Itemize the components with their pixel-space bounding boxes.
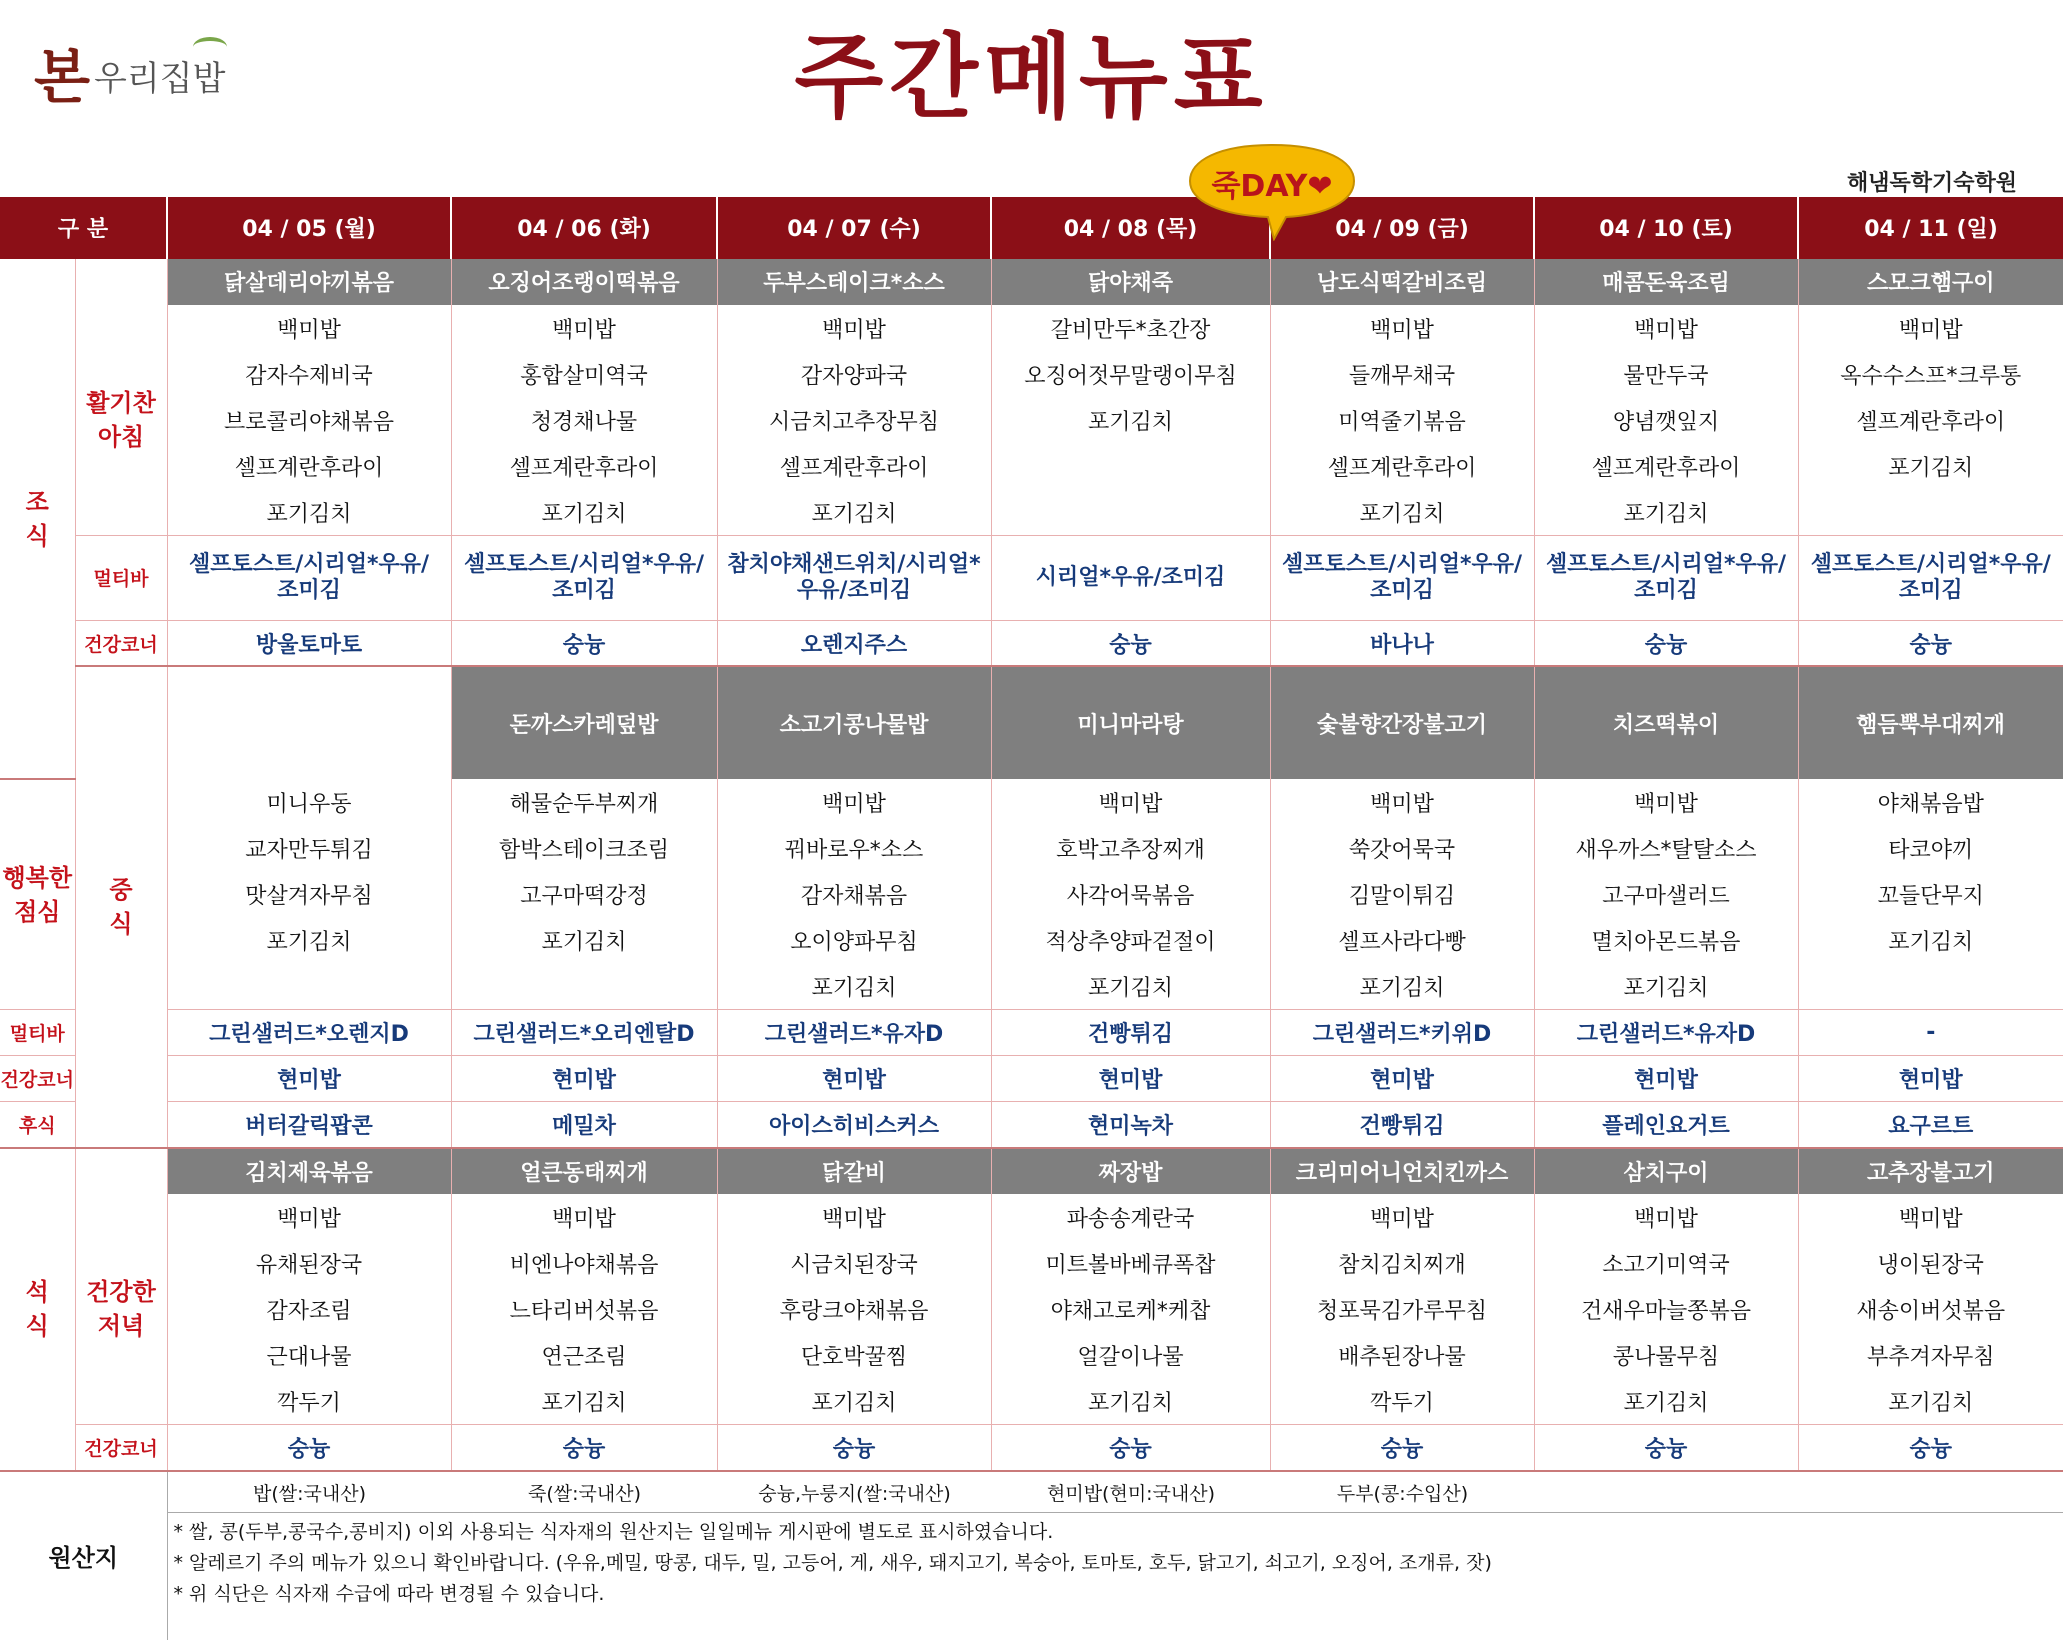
menu-item: 포기김치 — [1270, 489, 1534, 535]
dinner-item-row — [0, 1332, 2063, 1378]
menu-item — [1798, 964, 2063, 1010]
menu-item: 포기김치 — [991, 964, 1270, 1010]
multi-bar-item — [167, 535, 451, 620]
menu-item: 파송송계란국 — [991, 1194, 1270, 1240]
menu-item: 콩나물무침 — [1534, 1332, 1798, 1378]
menu-item: 고구마샐러드 — [1534, 871, 1798, 917]
menu-item — [1798, 489, 2063, 535]
menu-item: 백미밥 — [717, 305, 991, 351]
section-label-dinner — [0, 1148, 75, 1471]
health-item: 현미밥 — [1270, 1056, 1534, 1102]
menu-item: 깍두기 — [1270, 1378, 1534, 1424]
multi-bar-item — [1534, 535, 1798, 620]
blank-cell — [75, 1148, 167, 1194]
lunch-item-row — [0, 825, 2063, 871]
main-dish: 햄듬뿍부대찌개 — [1798, 666, 2063, 779]
menu-item: 감자양파국 — [717, 351, 991, 397]
meal-label-line: 점심 — [14, 897, 61, 926]
main-dish: 미니마라탕 — [991, 666, 1270, 779]
menu-item: 오징어젓무말랭이무침 — [991, 351, 1270, 397]
meal-label-line: 활기찬 — [86, 388, 156, 417]
menu-item: 시금치고추장무침 — [717, 397, 991, 443]
menu-item: 백미밥 — [1534, 1194, 1798, 1240]
health-item: 숭늉 — [1534, 1425, 1798, 1471]
menu-item: 감자수제비국 — [167, 351, 451, 397]
meal-label-dinner — [75, 1194, 167, 1424]
snack-item: 아이스히비스커스 — [717, 1102, 991, 1148]
multi-bar-line: 우유/조미김 — [796, 577, 912, 603]
menu-item: 포기김치 — [717, 964, 991, 1010]
menu-item: 백미밥 — [1798, 305, 2063, 351]
menu-item: 셀프사라다빵 — [1270, 918, 1534, 964]
menu-item: 부추겨자무침 — [1798, 1332, 2063, 1378]
menu-item: 시금치된장국 — [717, 1240, 991, 1286]
menu-item: 포기김치 — [1798, 443, 2063, 489]
multi-bar-line: 참치야채샌드위치/시리얼* — [727, 551, 981, 577]
health-item: 방울토마토 — [167, 620, 451, 666]
main-dish: 소고기콩나물밥 — [717, 666, 991, 779]
menu-item: 고구마떡강정 — [451, 871, 717, 917]
menu-item: 감자채볶음 — [717, 871, 991, 917]
menu-item: 백미밥 — [1534, 779, 1798, 825]
menu-item: 백미밥 — [1270, 1194, 1534, 1240]
snack-item: 건빵튀김 — [1270, 1102, 1534, 1148]
menu-item: 함박스테이크조림 — [451, 825, 717, 871]
multi-bar-line: 셀프토스트/시리얼*우유/ — [1545, 551, 1787, 577]
menu-item: 청포묵김가루무침 — [1270, 1286, 1534, 1332]
menu-item: 포기김치 — [991, 1378, 1270, 1424]
breakfast-item-row — [0, 489, 2063, 535]
section-label-char: 조 — [25, 487, 49, 516]
health-item: 현미밥 — [1798, 1056, 2063, 1102]
origin-label: 원산지 — [0, 1471, 167, 1640]
menu-item: 단호박꿀찜 — [717, 1332, 991, 1378]
menu-item: 타코야끼 — [1798, 825, 2063, 871]
origin-note: * 쌀, 콩(두부,콩국수,콩비지) 이외 사용되는 식자재의 원산지는 일일메뉴 게시판에 별도로 표시하였습니다. — [173, 1521, 1054, 1544]
main-dish: 남도식떡갈비조림 — [1270, 259, 1534, 305]
menu-item: 유채된장국 — [167, 1240, 451, 1286]
snack-item: 현미녹차 — [991, 1102, 1270, 1148]
section-label-char: 식 — [25, 1312, 49, 1341]
menu-item: 야채볶음밥 — [1798, 779, 2063, 825]
main-dish: 치즈떡볶이 — [1534, 666, 1798, 779]
menu-item: 백미밥 — [1270, 305, 1534, 351]
menu-item: 포기김치 — [451, 1378, 717, 1424]
weekly-menu-table — [0, 197, 2063, 1640]
menu-item: 갈비만두*초간장 — [991, 305, 1270, 351]
origin-list — [168, 1479, 2063, 1506]
menu-item: 새송이버섯볶음 — [1798, 1286, 2063, 1332]
health-corner-label: 건강코너 — [0, 1056, 75, 1102]
meal-label-line: 건강한 — [86, 1278, 156, 1307]
origin-note: * 알레르기 주의 메뉴가 있으니 확인바랍니다. (우유,메밀, 땅콩, 대두, 밀, 고등어, 게, 새우, 돼지고기, 복숭아, 토마토, 호두, 닭고기, 쇠고기, 오징어, 조개류, 잣) — [173, 1552, 1492, 1575]
menu-item — [451, 964, 717, 1010]
dinner-main-row — [0, 1148, 2063, 1194]
lunch-item-row — [0, 779, 2063, 825]
multi-bar-item — [717, 535, 991, 620]
menu-item: 홍합살미역국 — [451, 351, 717, 397]
multi-bar-item: 건빵튀김 — [991, 1010, 1270, 1056]
menu-item: 쑥갓어묵국 — [1270, 825, 1534, 871]
breakfast-health-row — [0, 620, 2063, 666]
menu-item: 셀프계란후라이 — [1270, 443, 1534, 489]
menu-item: 포기김치 — [451, 489, 717, 535]
section-label-lunch — [75, 666, 167, 1148]
menu-item: 백미밥 — [451, 305, 717, 351]
multi-bar-line: 셀프토스트/시리얼*우유/ — [188, 551, 430, 577]
menu-item: 백미밥 — [1534, 305, 1798, 351]
origin-notes-row — [0, 1513, 2063, 1640]
brand-name: 우리집밥 — [94, 59, 226, 99]
health-corner-label: 건강코너 — [75, 620, 167, 666]
multi-bar-item: 그린샐러드*오렌지D — [167, 1010, 451, 1056]
multi-bar-item — [451, 535, 717, 620]
breakfast-item-row — [0, 443, 2063, 489]
origin-item: 밥(쌀:국내산) — [253, 1482, 367, 1505]
header-date: 04 / 09 (금) — [1270, 197, 1534, 259]
origin-item: 현미밥(현미:국내산) — [1046, 1482, 1216, 1505]
lunch-item-row — [0, 918, 2063, 964]
menu-item: 포기김치 — [1270, 964, 1534, 1010]
multi-bar-line: 조미김 — [552, 577, 616, 603]
dinner-health-row — [0, 1425, 2063, 1471]
brand-logo-mark: 본 — [34, 43, 91, 111]
menu-item: 포기김치 — [1534, 1378, 1798, 1424]
menu-item: 들깨무채국 — [1270, 351, 1534, 397]
origin-item: 숭늉,누룽지(쌀:국내산) — [758, 1482, 951, 1505]
health-item: 숭늉 — [451, 620, 717, 666]
multi-bar-line: 시리얼*우유/조미김 — [1035, 564, 1226, 590]
menu-item: 비엔나야채볶음 — [451, 1240, 717, 1286]
header-date: 04 / 05 (월) — [167, 197, 451, 259]
section-label-char: 식 — [109, 910, 133, 939]
menu-item: 참치김치찌개 — [1270, 1240, 1534, 1286]
multi-bar-line: 조미김 — [277, 577, 341, 603]
multi-bar-line: 셀프토스트/시리얼*우유/ — [1810, 551, 2051, 577]
menu-item: 포기김치 — [717, 1378, 991, 1424]
multi-bar-line: 조미김 — [1370, 577, 1434, 603]
multi-bar-item: 그린샐러드*키위D — [1270, 1010, 1534, 1056]
multi-bar-item — [991, 535, 1270, 620]
juk-day-badge — [1186, 141, 1358, 223]
main-dish: 얼큰동태찌개 — [451, 1148, 717, 1194]
menu-item: 포기김치 — [1534, 964, 1798, 1010]
menu-item: 포기김치 — [1798, 1378, 2063, 1424]
health-item: 숭늉 — [991, 620, 1270, 666]
main-dish: 크리미어니언치킨까스 — [1270, 1148, 1534, 1194]
origin-item: 죽(쌀:국내산) — [528, 1482, 642, 1505]
snack-item: 플레인요거트 — [1534, 1102, 1798, 1148]
health-item: 현미밥 — [991, 1056, 1270, 1102]
menu-item: 브로콜리야채볶음 — [167, 397, 451, 443]
main-dish: 닭갈비 — [717, 1148, 991, 1194]
lunch-multi-row — [0, 1010, 2063, 1056]
meal-label-line: 아침 — [97, 422, 145, 451]
main-dish: 매콤돈육조림 — [1534, 259, 1798, 305]
menu-item: 적상추양파겉절이 — [991, 918, 1270, 964]
breakfast-item-row — [0, 397, 2063, 443]
main-dish: 김치제육볶음 — [167, 1148, 451, 1194]
menu-item: 느타리버섯볶음 — [451, 1286, 717, 1332]
lunch-main-row — [0, 666, 2063, 779]
menu-item: 오이양파무침 — [717, 918, 991, 964]
dinner-item-row — [0, 1378, 2063, 1424]
multi-bar-item — [1270, 535, 1534, 620]
menu-item: 셀프계란후라이 — [167, 443, 451, 489]
health-item: 숭늉 — [1270, 1425, 1534, 1471]
snack-item: 버터갈릭팝콘 — [167, 1102, 451, 1148]
health-item: 숭늉 — [1534, 620, 1798, 666]
menu-item: 미니우동 — [167, 779, 451, 825]
health-item: 숭늉 — [717, 1425, 991, 1471]
menu-item: 깍두기 — [167, 1378, 451, 1424]
health-item: 바나나 — [1270, 620, 1534, 666]
lunch-item-row — [0, 964, 2063, 1010]
multi-bar-line: 조미김 — [1634, 577, 1698, 603]
header-category: 구 분 — [0, 197, 167, 259]
multi-bar-line: 셀프토스트/시리얼*우유/ — [1281, 551, 1523, 577]
menu-item: 꿔바로우*소스 — [717, 825, 991, 871]
menu-item: 백미밥 — [451, 1194, 717, 1240]
menu-item — [167, 964, 451, 1010]
health-item: 오렌지주스 — [717, 620, 991, 666]
menu-item: 교자만두튀김 — [167, 825, 451, 871]
multi-bar-item: 그린샐러드*유자D — [717, 1010, 991, 1056]
badge-text: 죽DAY❤ — [1211, 169, 1333, 204]
multi-bar-label: 멀티바 — [0, 1010, 75, 1056]
main-dish: 숯불향간장불고기 — [1270, 666, 1534, 779]
menu-item: 해물순두부찌개 — [451, 779, 717, 825]
blank-cell — [167, 666, 451, 779]
header-date: 04 / 08 (목) — [991, 197, 1270, 259]
origin-items — [167, 1471, 2063, 1513]
menu-item: 호박고추장찌개 — [991, 825, 1270, 871]
menu-item: 물만두국 — [1534, 351, 1798, 397]
dinner-item-row — [0, 1286, 2063, 1332]
health-item: 현미밥 — [167, 1056, 451, 1102]
menu-item: 연근조림 — [451, 1332, 717, 1378]
dinner-item-row — [0, 1240, 2063, 1286]
menu-item: 건새우마늘쫑볶음 — [1534, 1286, 1798, 1332]
menu-item: 백미밥 — [167, 305, 451, 351]
main-dish: 오징어조랭이떡볶음 — [451, 259, 717, 305]
menu-item: 냉이된장국 — [1798, 1240, 2063, 1286]
menu-item: 후랑크야채볶음 — [717, 1286, 991, 1332]
snack-label: 후식 — [0, 1102, 75, 1148]
section-label-char: 식 — [25, 521, 49, 550]
menu-item: 멸치아몬드볶음 — [1534, 918, 1798, 964]
menu-item: 미역줄기볶음 — [1270, 397, 1534, 443]
lunch-item-row — [0, 871, 2063, 917]
school-name: 해냄독학기숙학원 — [1846, 171, 2017, 196]
health-item: 숭늉 — [167, 1425, 451, 1471]
breakfast-main-row — [0, 259, 2063, 305]
menu-item: 포기김치 — [1798, 918, 2063, 964]
dinner-item-row — [0, 1194, 2063, 1240]
menu-item: 백미밥 — [1798, 1194, 2063, 1240]
meal-label-lunch — [0, 779, 75, 1009]
header-row — [0, 197, 2063, 259]
menu-item: 얼갈이나물 — [991, 1332, 1270, 1378]
origin-item: 두부(콩:수입산) — [1336, 1482, 1469, 1505]
header-date: 04 / 07 (수) — [717, 197, 991, 259]
menu-item: 포기김치 — [717, 489, 991, 535]
menu-item: 맛살겨자무침 — [167, 871, 451, 917]
snack-item: 메밀차 — [451, 1102, 717, 1148]
multi-bar-line: 셀프토스트/시리얼*우유/ — [463, 551, 705, 577]
menu-item: 셀프계란후라이 — [451, 443, 717, 489]
menu-item: 백미밥 — [717, 779, 991, 825]
menu-item: 배추된장나물 — [1270, 1332, 1534, 1378]
menu-item: 포기김치 — [991, 397, 1270, 443]
meal-label-line: 행복한 — [2, 863, 73, 892]
menu-item: 포기김치 — [451, 918, 717, 964]
menu-item: 백미밥 — [717, 1194, 991, 1240]
menu-item: 꼬들단무지 — [1798, 871, 2063, 917]
menu-item: 야채고로케*케찹 — [991, 1286, 1270, 1332]
health-item: 숭늉 — [991, 1425, 1270, 1471]
main-dish: 돈까스카레덮밥 — [451, 666, 717, 779]
main-dish: 고추장불고기 — [1798, 1148, 2063, 1194]
menu-item: 옥수수스프*크루통 — [1798, 351, 2063, 397]
menu-item: 근대나물 — [167, 1332, 451, 1378]
menu-item: 새우까스*탈탈소스 — [1534, 825, 1798, 871]
multi-bar-item: - — [1798, 1010, 2063, 1056]
menu-item: 백미밥 — [991, 779, 1270, 825]
menu-item: 셀프계란후라이 — [1534, 443, 1798, 489]
header-date: 04 / 06 (화) — [451, 197, 717, 259]
health-corner-label: 건강코너 — [75, 1425, 167, 1471]
multi-bar-line: 조미김 — [1898, 577, 1963, 603]
meal-label-breakfast — [75, 305, 167, 535]
main-dish: 두부스테이크*소스 — [717, 259, 991, 305]
menu-item: 포기김치 — [1534, 489, 1798, 535]
multi-bar-item — [1798, 535, 2063, 620]
header-date: 04 / 11 (일) — [1798, 197, 2063, 259]
menu-item: 포기김치 — [167, 489, 451, 535]
page-title: 주간메뉴표 — [794, 24, 1269, 131]
breakfast-multi-row — [0, 535, 2063, 620]
health-item: 현미밥 — [451, 1056, 717, 1102]
menu-item: 양념깻잎지 — [1534, 397, 1798, 443]
origin-row — [0, 1471, 2063, 1513]
origin-note: * 위 식단은 식자재 수급에 따라 변경될 수 있습니다. — [173, 1583, 605, 1606]
menu-item: 감자조림 — [167, 1286, 451, 1332]
menu-item — [991, 443, 1270, 489]
menu-item: 백미밥 — [1270, 779, 1534, 825]
main-dish: 스모크햄구이 — [1798, 259, 2063, 305]
menu-item: 셀프계란후라이 — [717, 443, 991, 489]
lunch-snack-row — [0, 1102, 2063, 1148]
menu-item: 셀프계란후라이 — [1798, 397, 2063, 443]
header-date: 04 / 10 (토) — [1534, 197, 1798, 259]
lunch-health-row — [0, 1056, 2063, 1102]
health-item: 현미밥 — [717, 1056, 991, 1102]
health-item: 숭늉 — [1798, 1425, 2063, 1471]
menu-item: 미트볼바베큐폭찹 — [991, 1240, 1270, 1286]
main-dish: 닭야채죽 — [991, 259, 1270, 305]
section-label-char: 중 — [109, 876, 133, 905]
menu-item: 포기김치 — [167, 918, 451, 964]
breakfast-item-row — [0, 305, 2063, 351]
section-label-breakfast — [0, 259, 75, 779]
menu-item — [991, 489, 1270, 535]
health-item: 숭늉 — [1798, 620, 2063, 666]
multi-bar-item: 그린샐러드*유자D — [1534, 1010, 1798, 1056]
breakfast-item-row — [0, 351, 2063, 397]
main-dish: 짜장밥 — [991, 1148, 1270, 1194]
health-item: 현미밥 — [1534, 1056, 1798, 1102]
snack-item: 요구르트 — [1798, 1102, 2063, 1148]
section-label-char: 석 — [25, 1278, 49, 1307]
menu-item: 소고기미역국 — [1534, 1240, 1798, 1286]
meal-label-line: 저녁 — [97, 1312, 145, 1341]
menu-item: 청경채나물 — [451, 397, 717, 443]
blank-cell — [75, 259, 167, 305]
main-dish: 삼치구이 — [1534, 1148, 1798, 1194]
menu-item: 사각어묵볶음 — [991, 871, 1270, 917]
menu-item: 김말이튀김 — [1270, 871, 1534, 917]
main-dish: 닭살데리야끼볶음 — [167, 259, 451, 305]
health-item: 숭늉 — [451, 1425, 717, 1471]
multi-bar-item: 그린샐러드*오리엔탈D — [451, 1010, 717, 1056]
menu-item: 백미밥 — [167, 1194, 451, 1240]
origin-notes — [167, 1513, 2063, 1640]
multi-bar-label: 멀티바 — [75, 535, 167, 620]
